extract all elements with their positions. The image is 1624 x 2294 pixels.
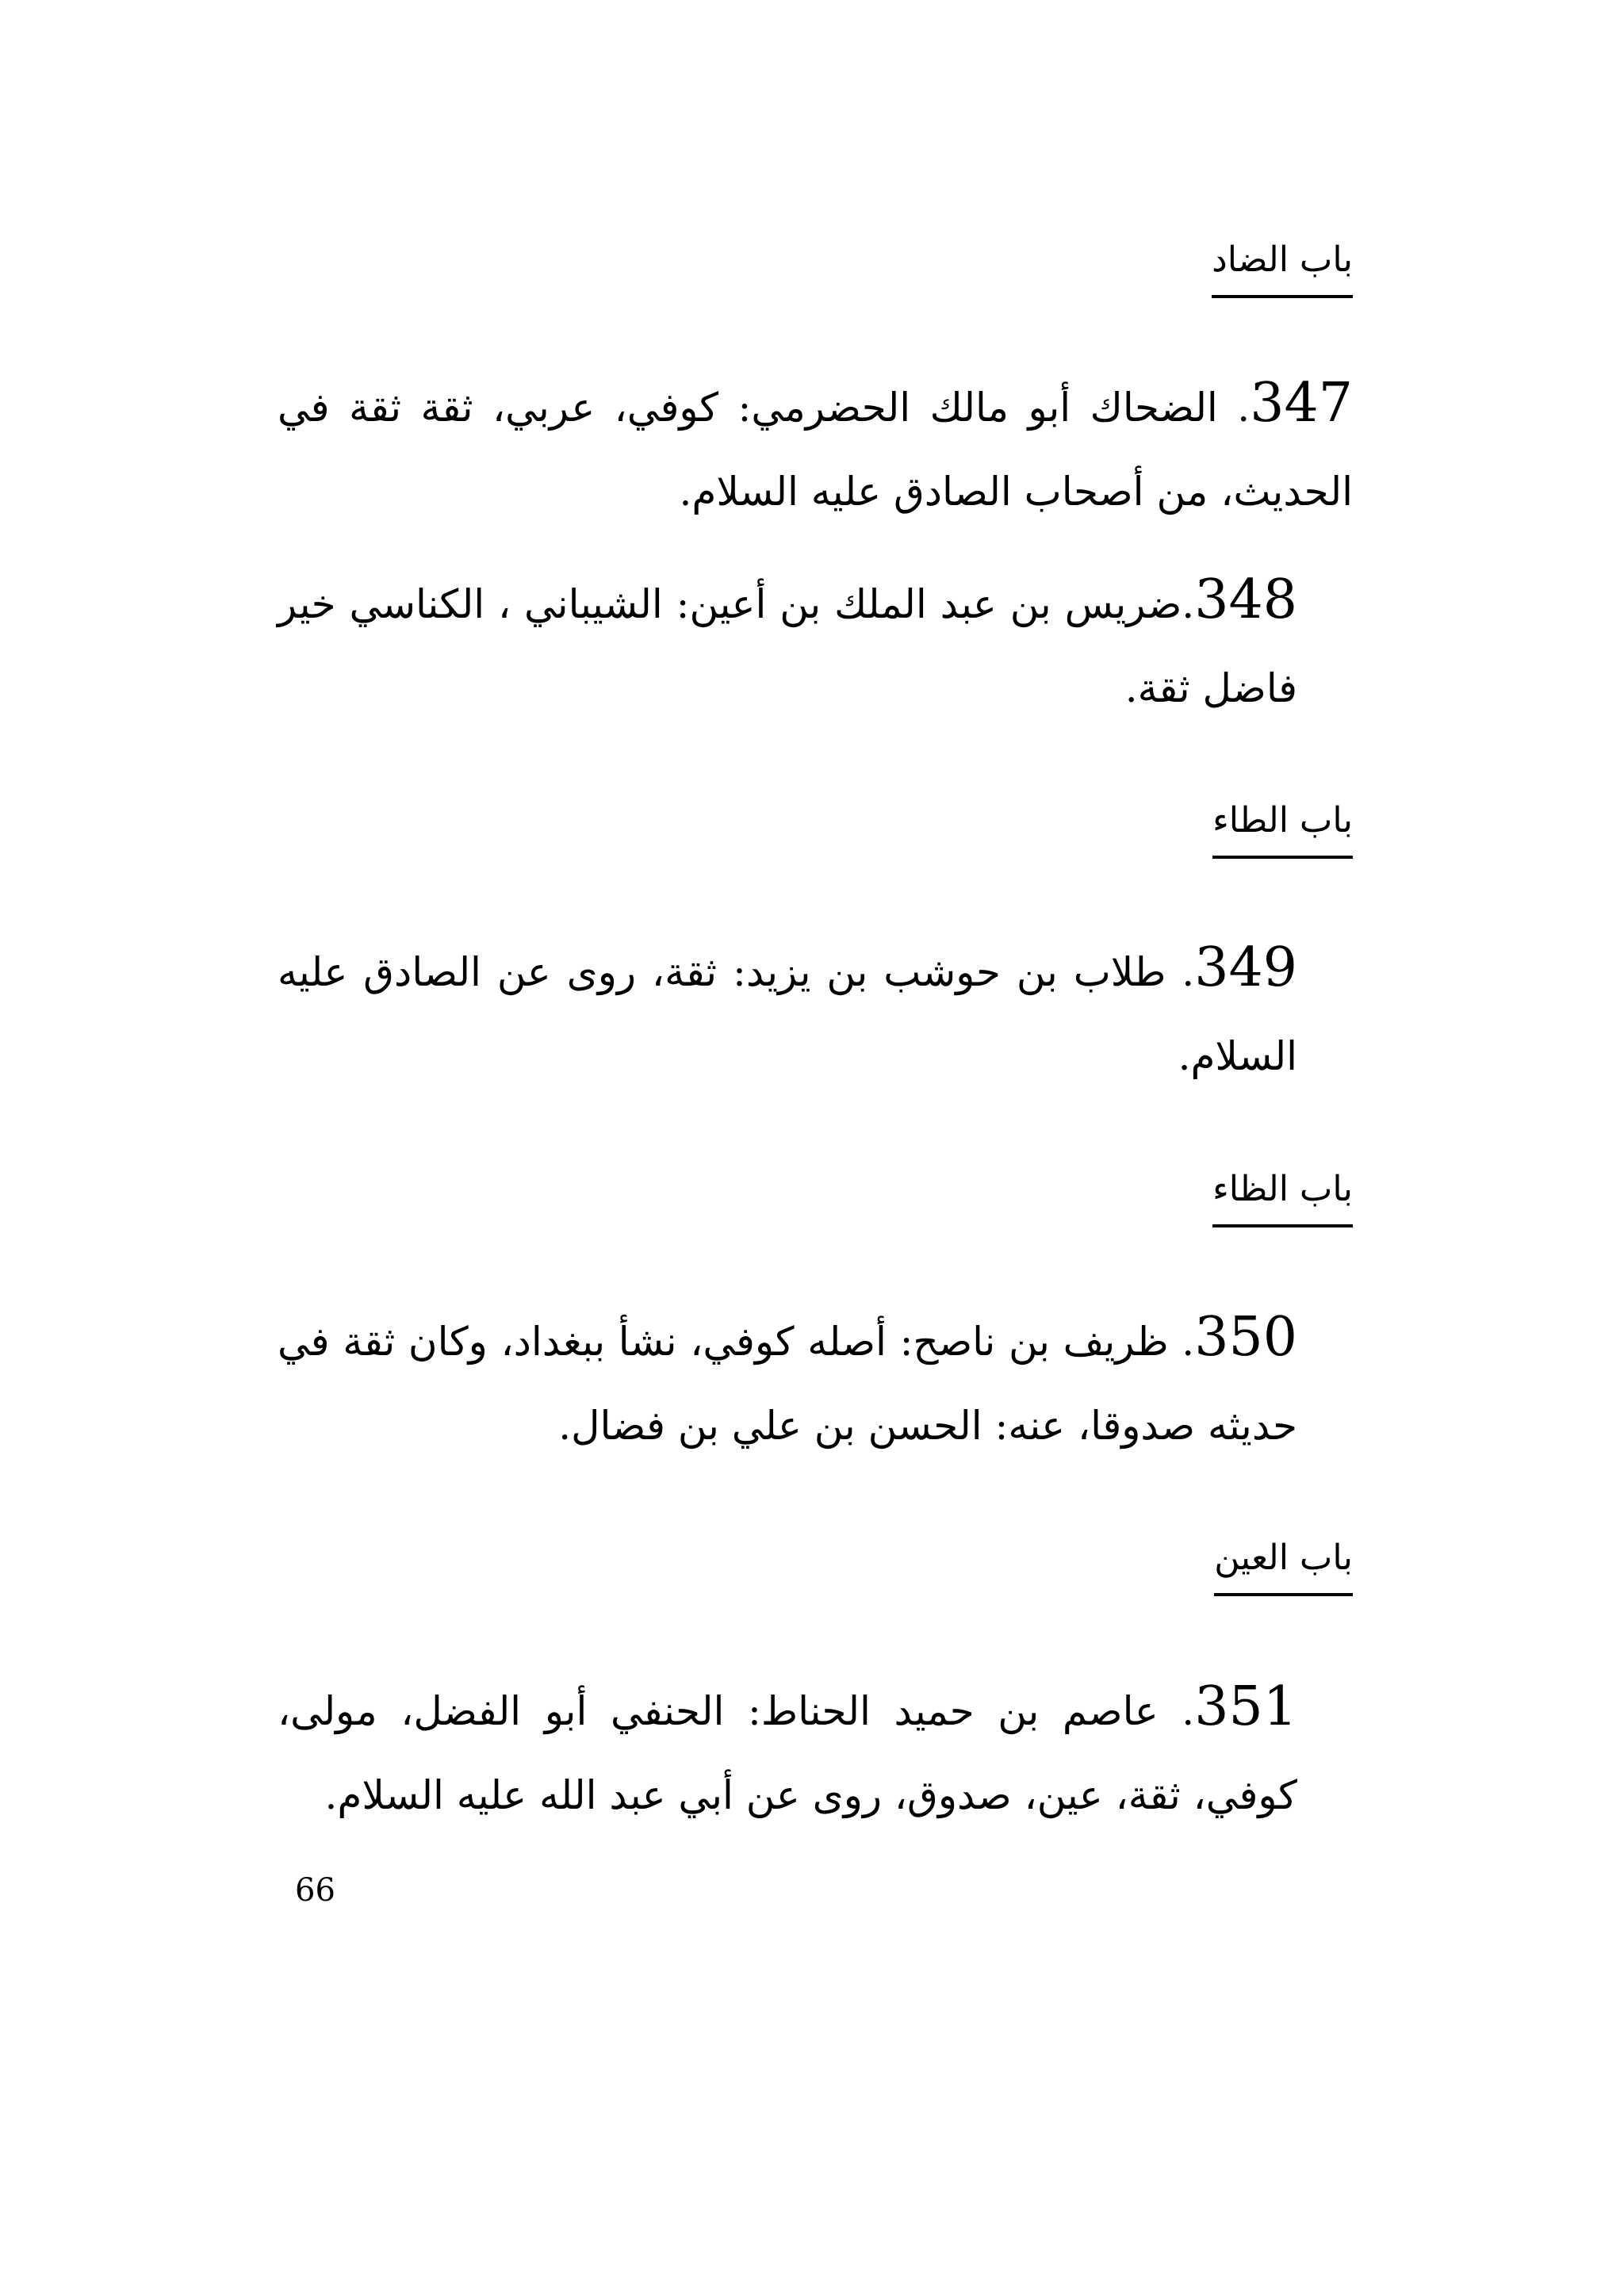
entry-text: .ضريس بن عبد الملك بن أعين: الشيباني ، الكناسي خير فاضل ثقة. xyxy=(278,581,1297,711)
entry-number: 348 xyxy=(1194,569,1297,631)
entry-number: 347 xyxy=(1250,372,1353,435)
section-heading: باب العين xyxy=(1214,1534,1353,1596)
section-heading-dad xyxy=(278,236,1353,298)
entry-350 xyxy=(278,1296,1353,1468)
section-heading-za xyxy=(278,1166,1353,1227)
entry-text: . الضحاك أبو مالك الحضرمي: كوفي، عربي، ثقة ثقة في الحديث، من أصحاب الصادق عليه السلام. xyxy=(278,385,1353,515)
entry-348 xyxy=(278,558,1353,730)
entry-number: 349 xyxy=(1194,936,1297,999)
entry-text: . طلاب بن حوشب بن يزيد: ثقة، روى عن الصادق عليه السلام. xyxy=(278,949,1297,1079)
entry-number: 351 xyxy=(1194,1676,1297,1738)
page-number: 66 xyxy=(295,1872,335,1909)
section-heading: باب الظاء xyxy=(1212,1166,1353,1227)
entry-number: 350 xyxy=(1194,1306,1297,1369)
section-heading-ain xyxy=(278,1534,1353,1596)
section-heading: باب الضاد xyxy=(1212,236,1353,298)
entry-text: . عاصم بن حميد الحناط: الحنفي أبو الفضل، مولى، كوفي، ثقة، عين، صدوق، روى عن أبي عبد الله عليه السلام. xyxy=(278,1688,1297,1818)
entry-349 xyxy=(278,926,1353,1098)
section-heading-ta xyxy=(278,797,1353,859)
entry-text: . ظريف بن ناصح: أصله كوفي، نشأ ببغداد، وكان ثقة في حديثه صدوقا، عنه: الحسن بن علي بن فضال. xyxy=(278,1319,1297,1449)
entry-347 xyxy=(278,362,1353,534)
entry-351 xyxy=(278,1665,1353,1837)
section-heading: باب الطاء xyxy=(1212,797,1353,859)
